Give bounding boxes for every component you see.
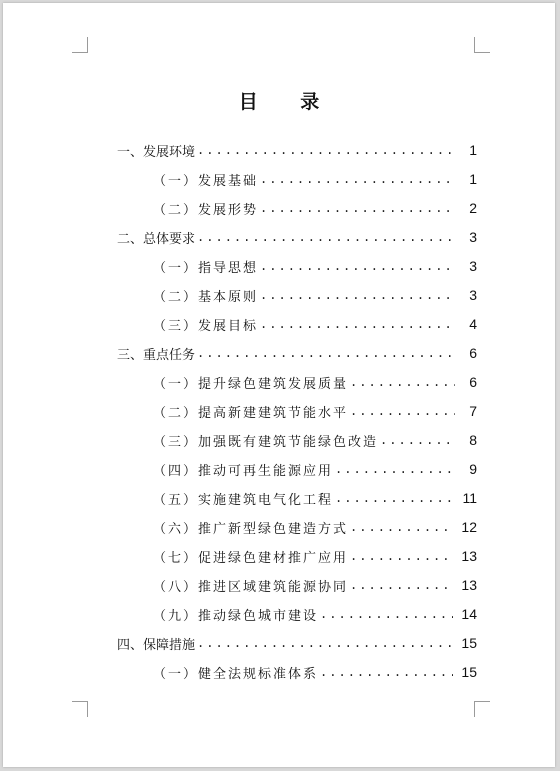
toc-entry-label: （三）发展目标 [153, 318, 259, 334]
toc-chapter-entry[interactable] [117, 227, 477, 247]
toc-entry-label: （一）健全法规标准体系 [153, 666, 319, 682]
toc-section-entry[interactable] [153, 459, 477, 479]
toc-entry-label: 二、总体要求 [117, 231, 196, 247]
toc-entry-label: （七）促进绿色建材推广应用 [153, 550, 349, 566]
toc-page-number: 13 [461, 548, 477, 564]
toc-page-number: 15 [461, 664, 477, 680]
toc-entry-label: （九）推动绿色城市建设 [153, 608, 319, 624]
toc-section-entry[interactable] [153, 372, 477, 392]
toc-page-number: 14 [461, 606, 477, 622]
toc-dot-leader [320, 607, 453, 621]
toc-dot-leader [335, 462, 455, 476]
toc-section-entry[interactable] [153, 430, 477, 450]
toc-page-number: 6 [469, 374, 477, 390]
toc-dot-leader [197, 346, 455, 360]
toc-dot-leader [335, 491, 454, 505]
toc-page-number: 7 [469, 403, 477, 419]
crop-mark-bottom-left [72, 701, 88, 717]
toc-section-entry[interactable] [153, 604, 477, 624]
toc-section-entry[interactable] [153, 517, 477, 537]
toc-page-number: 2 [469, 200, 477, 216]
toc-dot-leader [197, 636, 453, 650]
toc-dot-leader [350, 375, 455, 389]
toc-section-entry[interactable] [153, 575, 477, 595]
toc-entry-label: （二）发展形势 [153, 202, 259, 218]
toc-page-number: 12 [461, 519, 477, 535]
toc-section-entry[interactable] [153, 488, 477, 508]
toc-section-entry[interactable] [153, 285, 477, 305]
toc-chapter-entry[interactable] [117, 633, 477, 653]
toc-section-entry[interactable] [153, 256, 477, 276]
crop-mark-bottom-right [474, 701, 490, 717]
toc-entry-label: （一）指导思想 [153, 260, 259, 276]
toc-entry-label: （二）基本原则 [153, 289, 259, 305]
toc-entry-label: （八）推进区域建筑能源协同 [153, 579, 349, 595]
toc-dot-leader [260, 317, 455, 331]
toc-dot-leader [260, 288, 455, 302]
toc-section-entry[interactable] [153, 314, 477, 334]
toc-page-number: 1 [469, 171, 477, 187]
toc-section-entry[interactable] [153, 198, 477, 218]
toc-dot-leader [197, 143, 455, 157]
toc-entry-label: （四）推动可再生能源应用 [153, 463, 334, 479]
toc-entry-label: （六）推广新型绿色建造方式 [153, 521, 349, 537]
toc-dot-leader [350, 404, 455, 418]
toc-dot-leader [260, 259, 455, 273]
toc-dot-leader [350, 578, 453, 592]
toc-section-entry[interactable] [153, 662, 477, 682]
toc-dot-leader [320, 665, 453, 679]
toc-entry-label: （二）提高新建建筑节能水平 [153, 405, 349, 421]
toc-entry-label: （一）提升绿色建筑发展质量 [153, 376, 349, 392]
toc-page-number: 13 [461, 577, 477, 593]
toc-section-entry[interactable] [153, 401, 477, 421]
toc-dot-leader [380, 433, 455, 447]
toc-entry-label: （一）发展基础 [153, 173, 259, 189]
toc-dot-leader [350, 520, 453, 534]
toc-dot-leader [260, 201, 455, 215]
toc-page-number: 3 [469, 258, 477, 274]
toc-page-number: 15 [461, 635, 477, 651]
toc-entry-label: 一、发展环境 [117, 144, 196, 160]
toc-page-number: 11 [462, 490, 477, 506]
toc-dot-leader [260, 172, 455, 186]
toc-page-number: 9 [469, 461, 477, 477]
toc-page-number: 4 [469, 316, 477, 332]
toc-dot-leader [197, 230, 455, 244]
crop-mark-top-right [474, 37, 490, 53]
toc-page-number: 8 [469, 432, 477, 448]
toc-chapter-entry[interactable] [117, 140, 477, 160]
toc-chapter-entry[interactable] [117, 343, 477, 363]
toc-section-entry[interactable] [153, 169, 477, 189]
toc-page-number: 3 [469, 287, 477, 303]
toc-entry-label: （五）实施建筑电气化工程 [153, 492, 334, 508]
document-page [3, 3, 555, 767]
toc-entry-label: 四、保障措施 [117, 637, 196, 653]
toc-section-entry[interactable] [153, 546, 477, 566]
toc-page-number: 1 [469, 142, 477, 158]
toc-entry-label: （三）加强既有建筑节能绿色改造 [153, 434, 379, 450]
toc-dot-leader [350, 549, 453, 563]
toc-title: 目 录 [238, 91, 338, 113]
toc-page-number: 3 [469, 229, 477, 245]
crop-mark-top-left [72, 37, 88, 53]
toc-entry-label: 三、重点任务 [117, 347, 196, 363]
toc-page-number: 6 [469, 345, 477, 361]
